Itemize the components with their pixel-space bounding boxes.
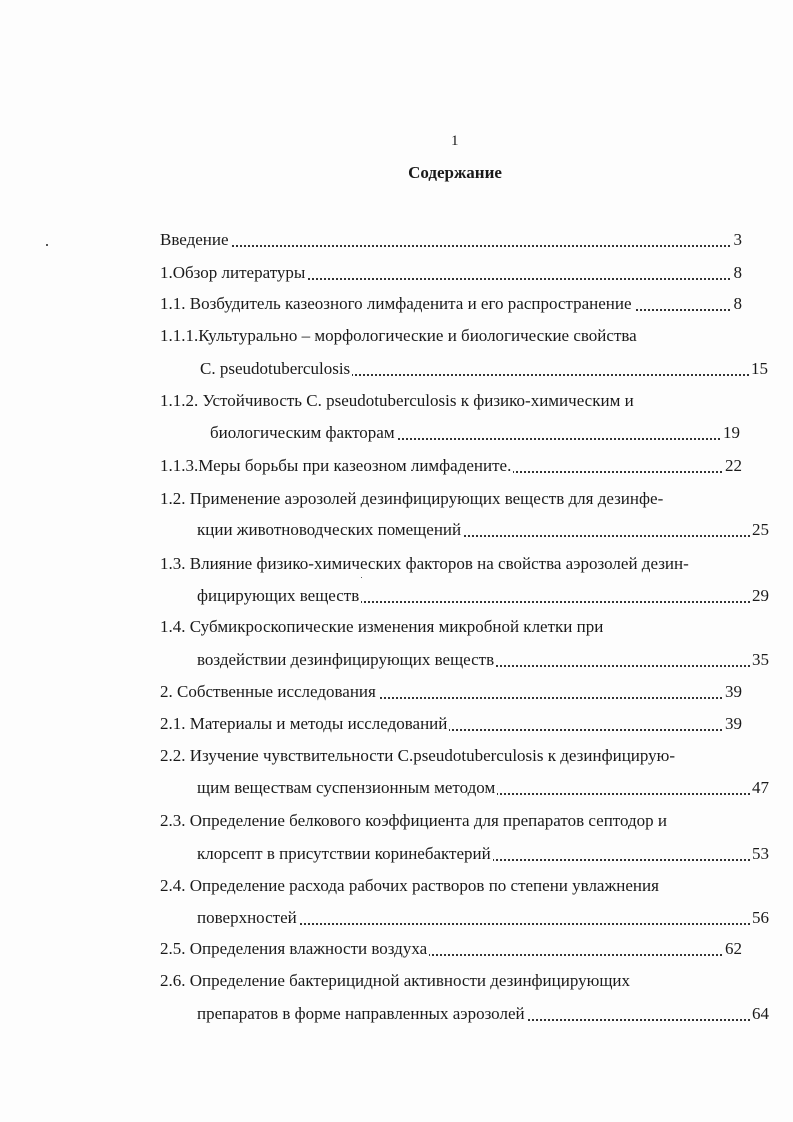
toc-entry-text: биологическим факторам (210, 420, 397, 446)
toc-entry (197, 1001, 769, 1027)
toc-entry-page: 3 (732, 227, 743, 253)
toc-entry-text: фицирующих веществ (197, 583, 361, 609)
toc-entry (160, 486, 742, 512)
toc-entry-text: препаратов в форме направленных аэрозолей (197, 1001, 527, 1027)
toc-entry (160, 551, 742, 577)
toc-entry (160, 614, 742, 640)
toc-entry-page: 53 (750, 841, 769, 867)
toc-entry-text: щим веществам суспензионным методом (197, 775, 497, 801)
toc-entry (160, 388, 742, 414)
toc-entry-text: поверхностей (197, 905, 299, 931)
toc-entry (160, 808, 742, 834)
toc-entry (160, 873, 742, 899)
toc-entry-text: 2.4. Определение расхода рабочих растворов по степени увлажнения (160, 873, 661, 899)
toc-entry-text: 1.4. Субмикроскопические изменения микробной клетки при (160, 614, 605, 640)
toc-entry-page: 25 (750, 517, 769, 543)
toc-entry-text: 1.Обзор литературы (160, 260, 307, 286)
toc-entry-page: 39 (723, 711, 742, 737)
dot-leader (160, 245, 742, 247)
toc-entry (197, 583, 769, 609)
toc-entry (197, 905, 769, 931)
toc-entry-text: Введение (160, 227, 231, 253)
toc-entry-page: 64 (750, 1001, 769, 1027)
toc-entry-page: 8 (732, 291, 743, 317)
toc-entry (197, 775, 769, 801)
page-title: Содержание (408, 163, 502, 182)
toc-entry (200, 356, 768, 382)
toc-entry-page: 56 (750, 905, 769, 931)
toc-entry (160, 227, 742, 253)
toc-entry-page: 47 (750, 775, 769, 801)
toc-entry-text: 1.1.3.Меры борьбы при казеозном лимфадените. (160, 453, 513, 479)
toc-entry-page: 19 (721, 420, 740, 446)
toc-entry (160, 968, 742, 994)
toc-entry-text: воздействии дезинфицирующих веществ (197, 647, 496, 673)
toc-entry-text: 1.1.2. Устойчивость C. pseudotuberculosis к физико-химическим и (160, 388, 636, 414)
toc-entry-text: 2.2. Изучение чувствительности C.pseudotuberculosis к дезинфицирую- (160, 743, 677, 769)
toc-entry-text: C. pseudotuberculosis (200, 356, 352, 382)
toc-entry-page: 39 (723, 679, 742, 705)
toc-entry-text: 1.3. Влияние физико-химических факторов на свойства аэрозолей дезин- (160, 551, 691, 577)
toc-entry (210, 420, 740, 446)
toc-entry-page: 22 (723, 453, 742, 479)
page-number: 1 (451, 133, 459, 149)
toc-entry-text: 1.1. Возбудитель казеозного лимфаденита и его распространение (160, 291, 634, 317)
toc-entry-text: 2.1. Материалы и методы исследований (160, 711, 449, 737)
toc-entry-page: 15 (749, 356, 768, 382)
toc-entry (197, 647, 769, 673)
toc-entry (197, 517, 769, 543)
toc-entry-text: 1.1.1.Культурально – морфологические и биологические свойства (160, 323, 639, 349)
toc-entry-page: 35 (750, 647, 769, 673)
toc-entry-text: 2. Собственные исследования (160, 679, 378, 705)
scan-speck (46, 244, 48, 246)
toc-entry-text: 2.5. Определения влажности воздуха (160, 936, 429, 962)
toc-entry (160, 323, 742, 349)
toc-entry-page: 29 (750, 583, 769, 609)
toc-entry (160, 936, 742, 962)
toc-entry (160, 260, 742, 286)
toc-entry-page: 8 (732, 260, 743, 286)
toc-entry-text: 1.2. Применение аэрозолей дезинфицирующих веществ для дезинфе- (160, 486, 665, 512)
toc-entry (160, 679, 742, 705)
toc-entry-text: 2.6. Определение бактерицидной активности дезинфицирующих (160, 968, 632, 994)
toc-entry-page: 62 (723, 936, 742, 962)
toc-entry-text: 2.3. Определение белкового коэффициента для препаратов септодор и (160, 808, 669, 834)
toc-entry-text: кции животноводческих помещений (197, 517, 463, 543)
toc-entry (160, 453, 742, 479)
toc-entry (160, 711, 742, 737)
toc-entry (160, 743, 742, 769)
toc-entry (160, 291, 742, 317)
toc-entry-text: клорсепт в присутствии коринебактерий (197, 841, 493, 867)
toc-entry (197, 841, 769, 867)
